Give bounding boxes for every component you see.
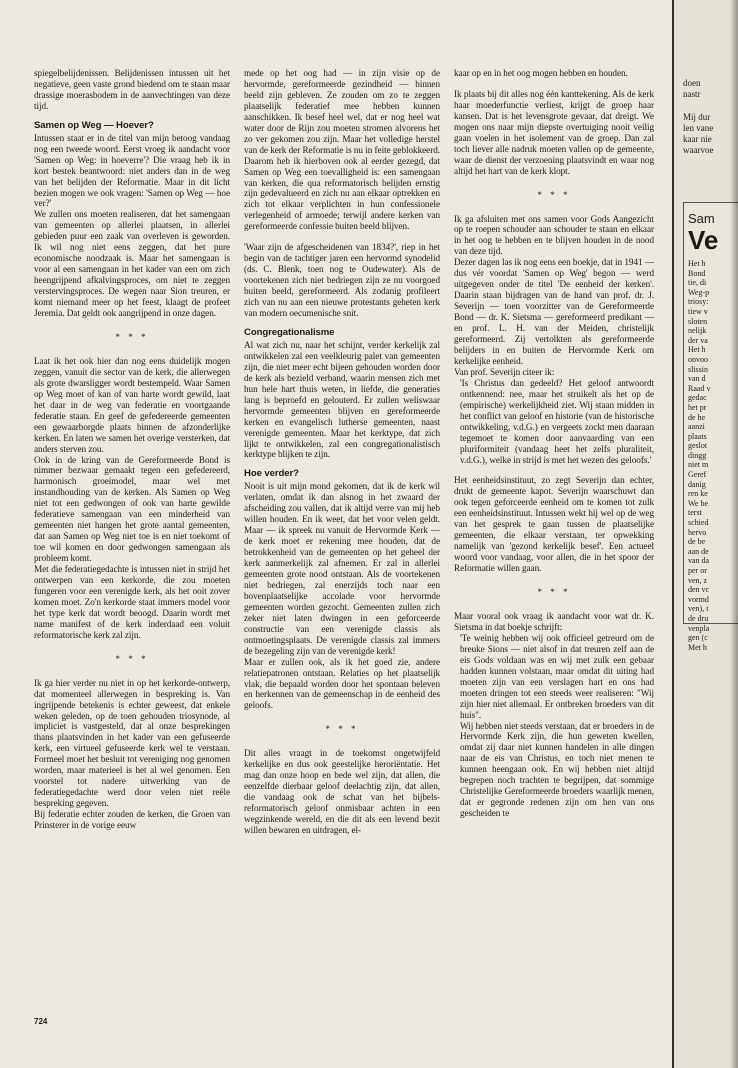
section-separator: * * * xyxy=(115,653,149,664)
section-heading: Congregationalisme xyxy=(244,326,335,338)
paragraph: spiegelbelijdenissen. Belijdenissen intussen uit het negatieve, geen vaste grond biedend om te staan maar drassige moerasbodem in de aanvechtingen van deze tijd. xyxy=(34,68,230,111)
next-page-text: waarvoe xyxy=(683,145,714,155)
paragraph: Dezer dagen las ik nog eens een boekje, dat in 1941 — dus vér voordat 'Samen op Weg' begon — werd uitgegeven onder de titel 'De eenheid der kerken'. Daarin staan bijdragen van de hand van prof. dr. J. Severijn — toen voorzitter van de Gereformeerde Bond — dr. K. Sietsma — gereformeerd predikant — en prof. L. H. van der Meiden, christelijk gereformeerd. Zij vertolkten als gereformeerde belijders in en buiten de Hervormde Kerk om kerkelijke eenheid. xyxy=(454,257,654,366)
paragraph: Maar vooral ook vraag ik aandacht voor wat dr. K. Sietsma in dat boekje schrijft: xyxy=(454,610,654,632)
paragraph: Al wat zich nu, naar het schijnt, verder kerkelijk zal ontwikkelen zal een veelkleurig palet van gemeenten zijn, die niet meer echt bijeen gehouden worden door de kerk als bezield verband, waarin mensen zich met hun hele hart thuis weten, in liefde, die generaties lang is beproefd en gelouterd. Er zullen weliswaar hervormde gemeenten blijven en gereformeerde kerken en evangelisch lutherse gemeenten, naast verenigde gemeenten. Maar het kerktype, dat zich lijkt te ontwikkelen, zal een congregationalistisch kerktype blijken te zijn. xyxy=(244,339,440,460)
paragraph: Maar er zullen ook, als ik het goed zie, andere relatiepatronen ontstaan. Relaties op het plaatselijk vlak, die bepaald worden door het spontaan beleven en herkennen van de gemeenschap in de eenheid des geloofs. xyxy=(244,656,440,711)
next-page-text: len vane xyxy=(683,123,714,133)
section-heading: Hoe verder? xyxy=(244,468,299,480)
paragraph: Laat ik het ook hier dan nog eens duidelijk mogen zeggen, vanuit die sector van de kerk, die allerwegen als grote dwarsligger wordt bestempeld. Waar Samen op Weg moet of kan of van harte wordt gewild, laat het daar in de weg van federatie en voortgaande federatie staan. En geef de gefedereerde gemeenten een gewaarborgde plaats binnen de afzonderlijke kerken. En laten we samen het overige versterken, dat anders sterven zou. xyxy=(34,355,230,454)
paragraph: Met die federatiegedachte is intussen niet in strijd het ontwerpen van een kerkorde, die zou moeten fungeren voor een verenigde kerk, als het ooit zover komen moet. Zo'n kerkorde staat immers model voor het type kerk dat wordt beoogd. Daarin wordt met name manifest of de kerk inderdaad een voluit reformatorische kerk zal zijn. xyxy=(34,564,230,640)
paragraph: We zullen ons moeten realiseren, dat het samengaan van gemeenten op allerlei plaatsen, in allerlei gebieden puur een zaak van overleven is geworden. Ik wil nog niet eens zeggen, dat het pure economische noodzaak is. Maar het samengaan is voor al een samengaan in het kader van een om zich heengrijpend afkalvingsproces, om niet te zeggen verstervingsproces. De wegen naar Sion treuren, er komt niemand meer op het feest, klaagt de profeet Jeremia. Dat geldt ook aangrijpend in onze dagen. xyxy=(34,209,230,319)
section-separator: * * * xyxy=(325,724,359,735)
box-kicker: Sam xyxy=(688,211,715,226)
paragraph: Ik plaats bij dit alles nog één kanttekening. Als de kerk haar moederfunctie verliest, krijgt de groep haar kansen. Dat is het levensgrote gevaar, dat dreigt. We mogen ons naar mijn diepste overtuiging nooit veilig gaan voelen in het isolement van de groep. Dan zal toch liever alle nadruk moeten vallen op de gemeente, waar de dienst der verzoening plaatsvindt en waar nog altijd het hart van de kerk klopt. xyxy=(454,88,654,176)
quotation: 'Te weinig hebben wij ook officieel getreurd om de breuke Sions — niet alsof in dat treuren zelf aan de eis Gods voldaan was en wij met zulk een gebaar hadden kunnen volstaan, maar omdat dit uiting had moeten zijn van een verslagen hart en ons had moeten dringen tot een steeds weer realiseren: "Wij zijn hier niet allemaal. Er ontbreken broeders van dit huis". xyxy=(460,632,654,720)
section-separator: * * * xyxy=(537,587,571,598)
page-number: 724 xyxy=(34,1017,48,1026)
quotation: Wij hebben niet steeds verstaan, dat er broeders in de Hervormde Kerk zijn, die hun geweten kwellen, omdat zij daar niet kunnen handelen in alle dingen naar de eis van Christus, en toch niet menen te kunnen heengaan ook. En wij hebben niet altijd begrepen noch trachten te begrijpen, dat sommige Christelijke Gereformeerde broeders waarlijk menen, dat er gegronde redenen zijn om hen van ons gescheiden te xyxy=(460,720,654,819)
paragraph: mede op het oog had — in zijn visie op de hervormde, gereformeerde gezindheid — binnen beeld zijn gebleven. Ze zouden om zo te zeggen plaatselijk federatief mee hebben kunnen aanschikken. Ik besef heel wel, dat er nog heel wat water door de Rijn zou moeten stromen alvorens het zo ver gekomen zou zijn. Maar het volledige herstel van de kerk der Reformatie is nu in feite geblokkeerd. Daarom heb ik hierboven ook al eerder gezegd, dat Samen op Weg een toevalligheid is: een samengaan van kerken, die qua reformatorisch belijden ernstig zijn gedevalueerd en zich nu aan elkaar optrekken en zich tot elkaar verplichten in hun confessionele verlegenheid of armoede; terwijl andere kerken van gereformeerde confessie buiten beeld blijven. xyxy=(244,68,440,232)
text-column-1 xyxy=(34,68,230,831)
paragraph: kaar op en in het oog mogen hebben en houden. xyxy=(454,68,628,78)
text-column-3 xyxy=(454,68,654,819)
paragraph: Het eenheidsinstituut, zo zegt Severijn dan echter, drukt de gemeente kapot. Severijn waarschuwt dan ook tegen geforceerde eenheid om te komen tot zulk een eenheidsinstituut. Intussen wekt hij wel op de weg van het gesprek te gaan tussen de plaatselijke gemeenten, die elkaar verstaan, ter opwekking namelijk van 'gezond kerkelijk besef'. Een actueel woord voor vandaag, voor allen, die in het spoor der Reformatie willen gaan. xyxy=(454,475,654,574)
next-page-text: doen xyxy=(683,78,701,88)
paragraph: Bij federatie echter zouden de kerken, die Groen van Prinsterer in de vorige eeuw xyxy=(34,809,230,831)
paragraph: Ik ga hier verder nu niet in op het kerkorde-ontwerp, dat momenteel allerwegen in bespreking is. Van ingrijpende betekenis is echter geweest, dat enkele weken geleden, op de toen gehouden triosynode, al impliciet is vastgesteld, dat al onze besprekingen thans plaatsvinden in het kader van een gefuseerde kerk, een virtueel gefuseerde kerk wel te verstaan. Formeel moet het besluit tot vereniging nog genomen worden, maar materieel is het al wel genomen. Een voorstel tot nadere uitwerking van de federatiegedachte werd door velen niet reële bespreking gegeven. xyxy=(34,677,230,809)
page-gutter-shadow xyxy=(730,0,738,1068)
box-body: Het h Bond tie, di Weg-p triosy: tiew v sloten nelijk der va Het h onvoo slissin van d Raad v gedac het pr de he aanzi plaats geslot dingg niet m Geref danig ren ke We be terst schied hervo de be aan de van da per or ven, z den vc vormd ven), t de dru venpla gen (c Met h xyxy=(688,259,711,652)
paragraph: 'Waar zijn de afgescheidenen van 1834?', riep in het begin van de tachtiger jaren een hervormd synodelid (ds. C. Blenk, toen nog te Oudewater). Als de voortekenen zich niet bedriegen zijn ze nu voorgoed buiten beeld, gereformeerd. Als zodanig profileert zich van nu aan een nieuwe protestants geheten kerk van modern oecumenische snit. xyxy=(244,242,440,319)
next-page-edge xyxy=(672,0,738,1068)
paragraph: Intussen staat er in de titel van mijn betoog vandaag nog een tweede woord. Eerst vroeg ik aandacht voor 'Samen op Weg: in hoeverre'? Die vraag heb ik in kort bestek beantwoord: niet anders dan in de weg van het belijden der Reformatie. Maar in dit licht bezien mogen we ook vragen: 'Samen op Weg — hoe ver?' xyxy=(34,132,230,209)
box-title: Ve xyxy=(688,225,719,255)
text-column-2 xyxy=(244,68,440,836)
paragraph: Van prof. Severijn citeer ik: xyxy=(454,366,555,377)
paragraph: Ik ga afsluiten met ons samen voor Gods Aangezicht op te roepen schouder aan schouder te staan en elkaar in het oog te hebben en te blijven houden in de nood van deze tijd. xyxy=(454,213,654,257)
quotation: 'Is Christus dan gedeeld? Het geloof antwoordt ontkennend: nee, maar het struikelt als het op de (empirische) werkelijkheid ziet. Wij staan midden in het conflict van geloof en historie (van de historische ontwikkeling, v.d.G.) en vergeets zockt men daaraan tegemoet te komen door aanvaarding van een pluriformiteit (vandaag heet het zelfs pluraliteit, v.d.G.), welke in strijd is met het wezen des geloofs.' xyxy=(460,377,654,465)
next-page-text: nastr xyxy=(683,89,701,99)
next-page-text: kaar nie xyxy=(683,134,712,144)
paragraph: Ook in de kring van de Gereformeerde Bond is nimmer bezwaar gemaakt tegen een gefedereerd, harmonisch groeimodel, maar wel met instandhouding van de kerken. Als Samen op Weg niet tot een gedwongen of ook van harte gewilde federatieve samengaan van een minderheid van gemeenten niet hangen het grote aantal gemeenten, dat aan Samen op Weg niet toe is en niet toekomt of toe wil komen en door gedwongen samengaan als probleem komt. xyxy=(34,454,230,564)
paragraph: Nooit is uit mijn mond gekomen, dat ik de kerk wil verlaten, omdat ik dan alsnog in het zwaard der afscheiding zou vallen, dat ik altijd verre van mij heb willen houden. En ik weet, dat het voor velen geldt. Maar — ik spreek nu vanuit de Hervormde Kerk — de kerk moet er rekening mee houden, dat de betrokkenheid van de gemeenten op het geheel der kerk aanmerkelijk zal afnemen. Er zal in allerlei gemeenten grote nood ontstaan. Als de voortekenen niet bedriegen, zal enerzijds toch naar een bovenplaatselijke accolade voor hervormde gemeenten worden gezocht. Gemeenten zullen zich zeker niet laten dwingen in een geforceerde constructie van een verenigde classis als ontmoetingsplaats. De verenigde classis zal immers de bezegeling zijn van de verenigde kerk! xyxy=(244,481,440,656)
section-heading: Samen op Weg — Hoever? xyxy=(34,119,154,131)
next-page-text: Mij dur xyxy=(683,112,711,122)
section-separator: * * * xyxy=(115,331,149,342)
paragraph: Dit alles vraagt in de toekomst ongetwijfeld kerkelijke en dus ook geestelijke heroriëntatie. Het mag dan onze hoop en bede wel zijn, dat allen, die eenzelfde dierbaar geloof deelachtig zijn, dat allen, die vandaag ook de schat van het bijbels-reformatorisch geloof onmisbaar achten in een wegzinkende wereld, en die dit als een levend bezit willen bewaren en uitdragen, el- xyxy=(244,748,440,835)
section-separator: * * * xyxy=(537,189,571,200)
